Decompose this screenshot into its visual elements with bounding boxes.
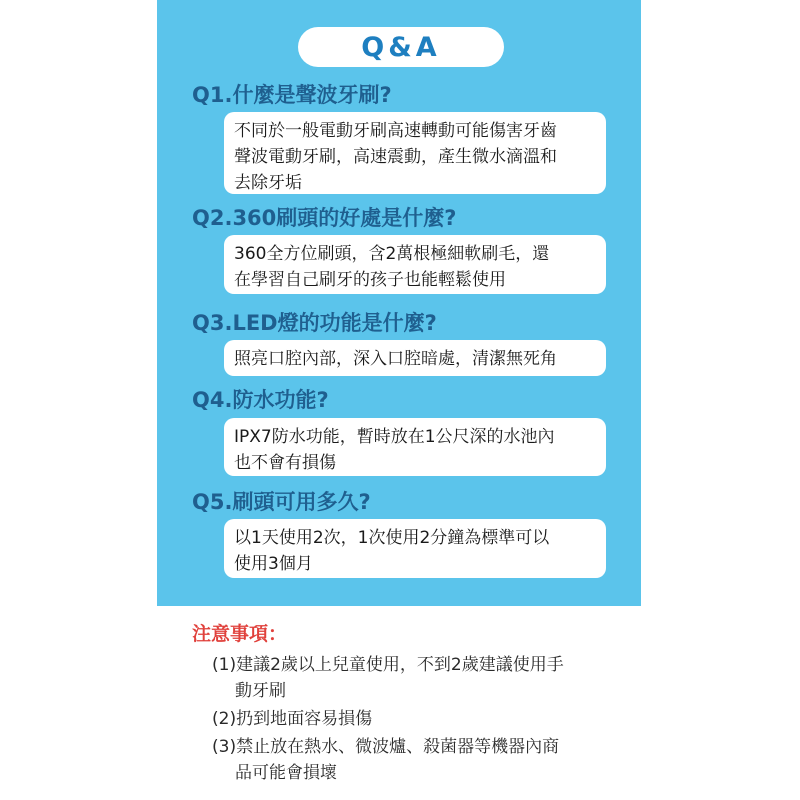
answer-1-line: 去除牙垢	[234, 173, 302, 193]
answer-3	[224, 340, 606, 376]
note-item-2	[212, 706, 372, 732]
answer-1-line: 不同於一般電動牙刷高速轉動可能傷害牙齒	[234, 121, 557, 141]
question-4: Q4.防水功能?	[192, 388, 329, 412]
answer-2-line: 360全方位刷頭，含2萬根極細軟刷毛，還	[234, 244, 550, 264]
question-1: Q1.什麼是聲波牙刷?	[192, 83, 392, 107]
question-3: Q3.LED燈的功能是什麼?	[192, 311, 437, 335]
note-item-3	[212, 734, 559, 786]
note-line: (1)建議2歲以上兒童使用，不到2歲建議使用手	[212, 655, 564, 675]
answer-5-line: 以1天使用2次，1次使用2分鐘為標準可以	[234, 528, 550, 548]
note-item-1	[212, 652, 564, 704]
answer-1-line: 聲波電動牙刷，高速震動，產生微水滴溫和	[234, 147, 557, 167]
note-line: 動牙刷	[235, 681, 286, 701]
note-line: (3)禁止放在熱水、微波爐、殺菌器等機器內商	[212, 737, 560, 757]
answer-2-line: 在學習自己刷牙的孩子也能輕鬆使用	[234, 270, 506, 290]
notes-heading: 注意事項：	[192, 623, 288, 645]
answer-4	[224, 418, 606, 476]
note-line: (2)扔到地面容易損傷	[212, 709, 373, 729]
answer-3-line: 照亮口腔內部，深入口腔暗處，清潔無死角	[234, 349, 557, 369]
question-5: Q5.刷頭可用多久?	[192, 490, 371, 514]
answer-1	[224, 112, 606, 194]
answer-4-line: IPX7防水功能，暫時放在1公尺深的水池內	[234, 427, 555, 447]
answer-2	[224, 235, 606, 294]
question-2: Q2.360刷頭的好處是什麼?	[192, 206, 457, 230]
answer-5-line: 使用3個月	[234, 554, 313, 574]
answer-4-line: 也不會有損傷	[234, 453, 336, 473]
qa-title: Q&A	[298, 27, 504, 67]
answer-5	[224, 519, 606, 578]
note-line: 品可能會損壞	[235, 763, 337, 783]
